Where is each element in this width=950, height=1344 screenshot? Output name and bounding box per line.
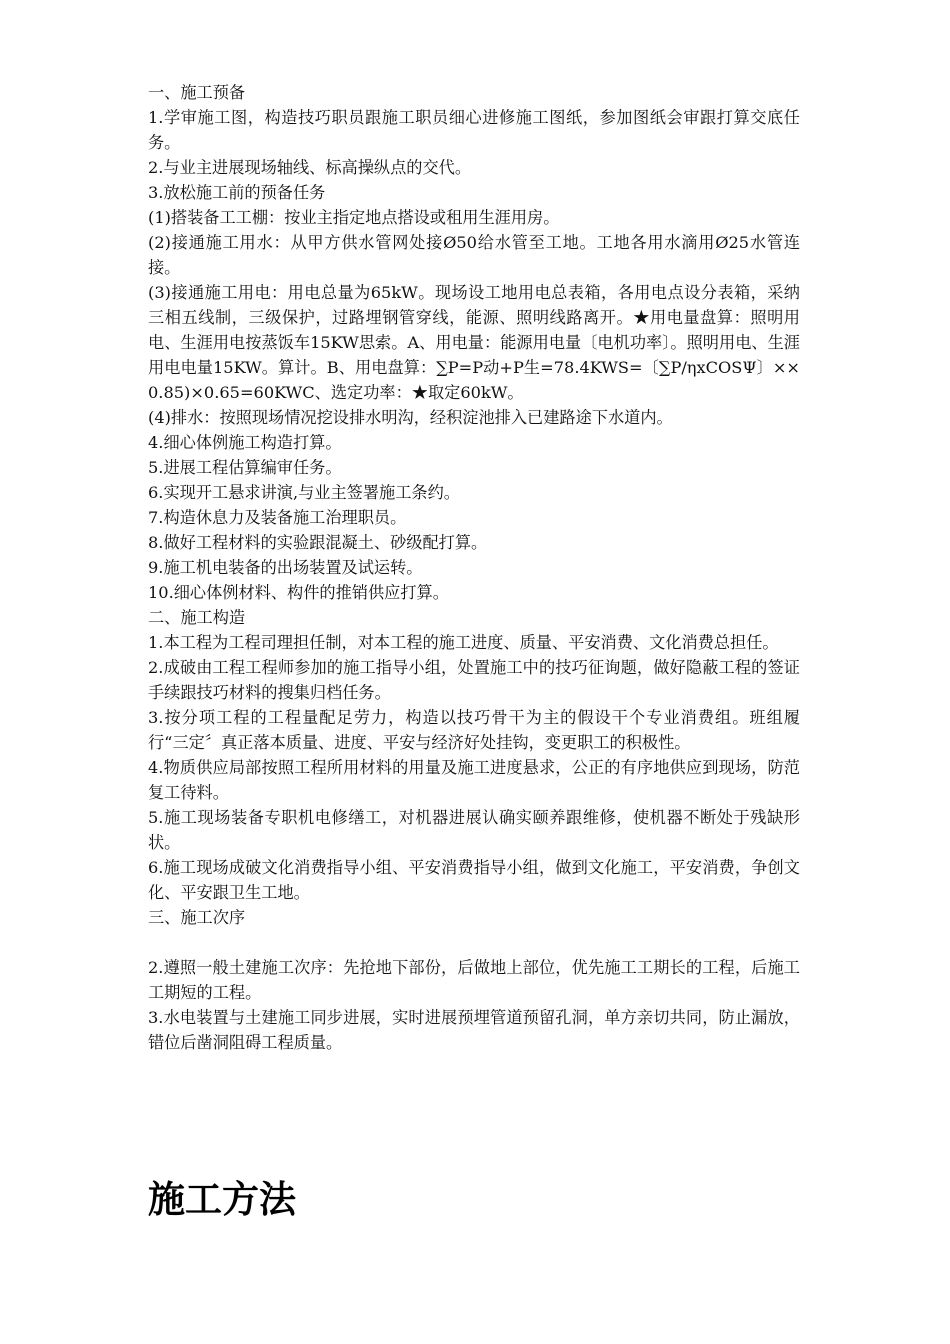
- blank-line: [148, 930, 800, 955]
- paragraph: 7.构造休息力及装备施工治理职员。: [148, 508, 407, 527]
- section-heading-sequence: 三、施工次序: [148, 908, 246, 927]
- paragraph: 6.施工现场成破文化消费指导小组、平安消费指导小组，做到文化施工，平安消费，争创文化、平安跟卫生工地。: [148, 858, 800, 902]
- paragraph: 3.按分项工程的工程量配足劳力，构造以技巧骨干为主的假设干个专业消费组。班组履行“三定〞真正落本质量、进度、平安与经济好处挂钩，变更职工的积极性。: [148, 708, 800, 752]
- section-heading-organization: 二、施工构造: [148, 608, 246, 627]
- paragraph: 3.放松施工前的预备任务: [148, 183, 326, 202]
- paragraph: (1)搭装备工工棚：按业主指定地点搭设或租用生涯用房。: [148, 208, 560, 227]
- section-heading-preparation: 一、施工预备: [148, 83, 246, 102]
- paragraph: (3)接通施工用电：用电总量为65kW。现场设工地用电总表箱，各用电点设分表箱，采纳三相五线制，三级保护，过路埋钢管穿线，能源、照明线路离开。★用电量盘算：照明用电、生涯用电按蒸饭车15KW思索。A、用电量：能源用电量〔电机功率〕。照明用电、生涯用电电量15KW。算计。B、用电盘算：∑P=P动+P生=78.4KWS=〔∑P/ηxCOSΨ〕××0.85)×0.65=60KWC、选定功率：★取定60kW。: [148, 283, 800, 402]
- paragraph: (2)接通施工用水：从甲方供水管网处接Ø50给水管至工地。工地各用水滴用Ø25水管连接。: [148, 233, 800, 277]
- paragraph: 3.水电装置与土建施工同步进展，实时进展预埋管道预留孔洞，单方亲切共同，防止漏放，错位后凿洞阻碍工程质量。: [148, 1008, 800, 1052]
- paragraph: 4.物质供应局部按照工程所用材料的用量及施工进度悬求，公正的有序地供应到现场，防范复工待料。: [148, 758, 800, 802]
- paragraph: 2.遵照一般土建施工次序：先抢地下部份，后做地上部位，优先施工工期长的工程，后施工工期短的工程。: [148, 958, 800, 1002]
- paragraph: 8.做好工程材料的实验跟混凝土、砂级配打算。: [148, 533, 488, 552]
- paragraph: 10.细心体例材料、构件的推销供应打算。: [148, 583, 449, 602]
- paragraph: 9.施工机电装备的出场装置及试运转。: [148, 558, 423, 577]
- paragraph: (4)排水：按照现场情况挖设排水明沟，经积淀池排入已建路途下水道内。: [148, 408, 673, 427]
- paragraph: 5.进展工程估算编审任务。: [148, 458, 342, 477]
- paragraph: 2.成破由工程工程师参加的施工指导小组，处置施工中的技巧征询题，做好隐蔽工程的签证手续跟技巧材料的搜集归档任务。: [148, 658, 800, 702]
- paragraph: 1.本工程为工程司理担任制，对本工程的施工进度、质量、平安消费、文化消费总担任。: [148, 633, 779, 652]
- paragraph: 4.细心体例施工构造打算。: [148, 433, 342, 452]
- paragraph: 1.学审施工图，构造技巧职员跟施工职员细心进修施工图纸，参加图纸会审跟打算交底任务。: [148, 108, 800, 152]
- construction-method-heading: 施工方法: [148, 1177, 296, 1221]
- paragraph: 2.与业主进展现场轴线、标高操纵点的交代。: [148, 158, 472, 177]
- document-body: [148, 80, 800, 1055]
- paragraph: 5.施工现场装备专职机电修缮工，对机器进展认确实颐养跟维修，使机器不断处于残缺形状。: [148, 808, 800, 852]
- paragraph: 6.实现开工悬求讲演,与业主签署施工条约。: [148, 483, 460, 502]
